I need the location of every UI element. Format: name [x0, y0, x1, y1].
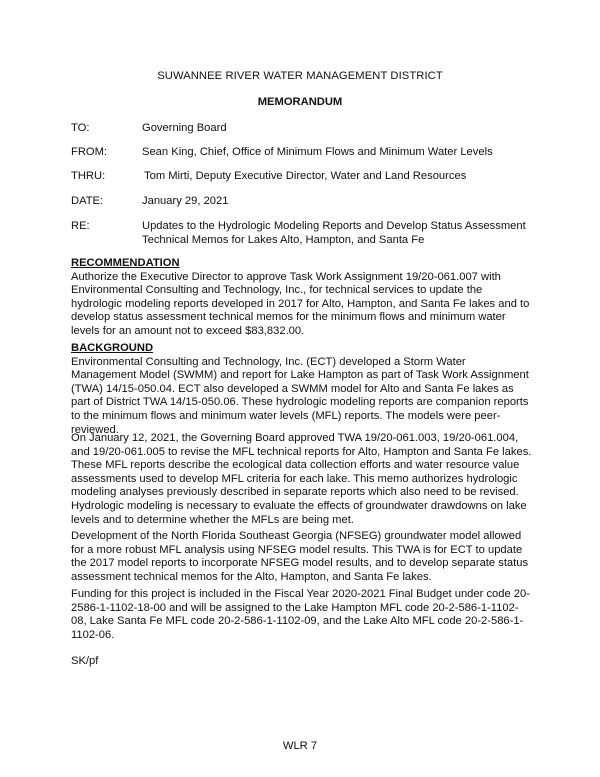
thru-label: THRU:: [71, 170, 106, 182]
recommendation-heading: RECOMMENDATION: [71, 257, 180, 269]
from-label: FROM:: [71, 146, 108, 158]
background-heading: BACKGROUND: [71, 342, 154, 354]
page-label: WLR 7: [282, 740, 318, 752]
funding-paragraph: Funding for this project is included in the Fiscal Year 2020-2021 Final Budget under code 20-2586-1-1102-18-00 and will be assigned to the Lake Hampton MFL code 20-2-586-1-1102-08, Lake Santa Fe MFL code 20-2-586-1-1102-09, and the Lake Alto MFL code 20-2-586-1-1102-06.: [71, 588, 530, 641]
org-name: SUWANNEE RIVER WATER MANAGEMENT DISTRICT: [157, 70, 443, 82]
background-paragraph-3: Development of the North Florida Southeast Georgia (NFSEG) groundwater model allowed for a more robust MFL analysis using NFSEG model results. This TWA is for ECT to update the 2017 model reports to incorporate NFSEG model results, and to develop separate status assessment technical memos for the Alto, Hampton, and Santa Fe lakes.: [71, 530, 529, 583]
re-label: RE:: [71, 220, 90, 232]
re-value: Updates to the Hydrologic Modeling Reports and Develop Status Assessment Technical Memos for Lakes Alto, Hampton, and Santa Fe: [142, 220, 526, 246]
to-value: Governing Board: [142, 122, 227, 134]
background-paragraph-1: Environmental Consulting and Technology, Inc. (ECT) developed a Storm Water Management Model (SWMM) and report for Lake Hampton as part of Task Work Assignment (TWA) 14/15-050.04. ECT also developed a SWMM model for Alto and Santa Fe lakes as part of District TWA 14/15-050.06. These hydrologic modeling reports are companion reports to the minimum flows and minimum water levels (MFL) reports. The models were peer-reviewed.: [71, 355, 529, 436]
doc-type-title: MEMORANDUM: [257, 96, 343, 108]
date-label: DATE:: [71, 195, 104, 207]
from-value: Sean King, Chief, Office of Minimum Flows and Minimum Water Levels: [142, 146, 493, 158]
initials: SK/pf: [71, 655, 99, 667]
background-paragraph-2: On January 12, 2021, the Governing Board approved TWA 19/20-061.003, 19/20-061.004, and 19/20-061.005 to revise the MFL technical reports for Alto, Hampton and Santa Fe lakes. These MFL reports describe the ecological data collection efforts and water resource value assessments used to develop MFL criteria for each lake. This memo authorizes hydrologic modeling analyses previously described in separate reports which also need to be revised. Hydrologic modeling is necessary to evaluate the effects of groundwater drawdowns on lake levels and to determine whether the MFLs are being met.: [71, 432, 532, 526]
thru-value: Tom Mirti, Deputy Executive Director, Water and Land Resources: [144, 170, 467, 182]
background-section: [71, 342, 533, 437]
to-label: TO:: [71, 122, 90, 134]
recommendation-text: Authorize the Executive Director to approve Task Work Assignment 19/20-061.007 with Environmental Consulting and Technology, Inc., for technical services to update the hydrologic modeling reports developed in 2017 for Alto, Hampton, and Santa Fe lakes and to develop status assessment technical memos for the minimum flows and minimum water levels for an amount not to exceed $83,832.00.: [71, 270, 530, 337]
recommendation-section: [71, 257, 533, 339]
date-value: January 29, 2021: [142, 195, 229, 207]
